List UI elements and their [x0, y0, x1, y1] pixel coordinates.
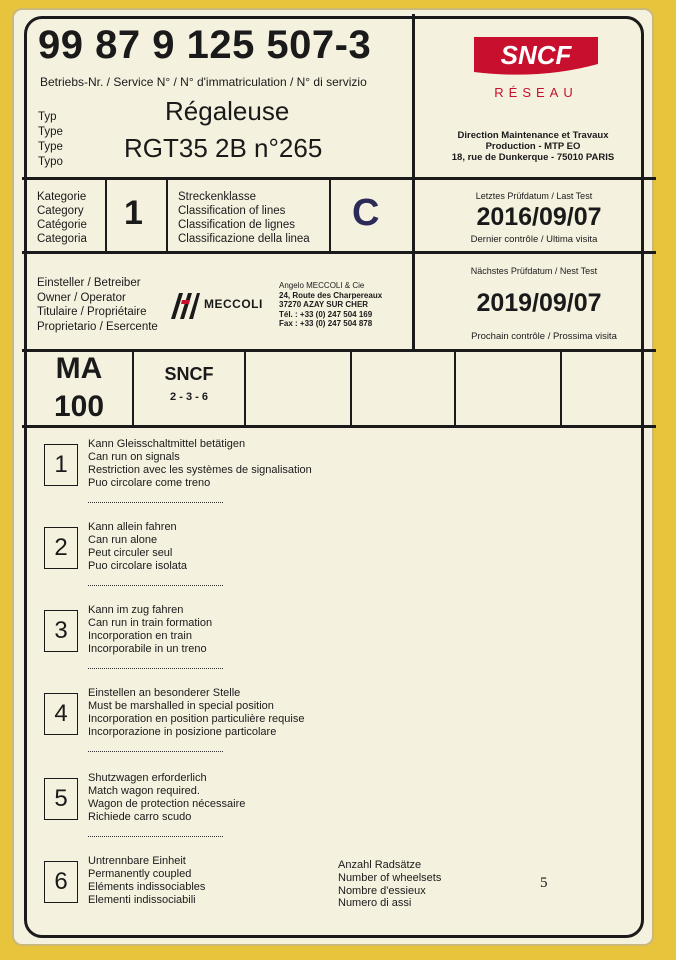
divider-vertical-main [412, 14, 415, 350]
line-class-labels: Streckenklasse Classification of lines Classification de lignes Classificazione della linea [178, 191, 310, 245]
sncf-cell-code: 2 - 3 - 6 [170, 391, 208, 403]
meccoli-wordmark: MECCOLI [204, 297, 263, 311]
ma-value: 100 [53, 390, 105, 423]
rule-number-box: 4 [44, 693, 78, 735]
type-name: Régaleuse [165, 96, 290, 126]
divider-cell-4 [560, 352, 562, 426]
next-test-date: 2019/09/07 [476, 289, 602, 317]
rule-text: Kann im zug fahren Can run in train formation Incorporation en train Incorporabile in un treno [88, 604, 213, 655]
direction-address: Direction Maintenance et Travaux Production - MTP EO 18, rue de Dunkerque - 75010 PARIS [451, 130, 615, 163]
rule-text: Kann Gleisschaltmittel betätigen Can run on signals Restriction avec les systèmes de signalisation Puo circolare come treno [88, 438, 312, 489]
rule-text: Kann allein fahren Can run alone Peut circuler seul Puo circolare isolata [88, 521, 188, 572]
last-test-label: Letztes Prüfdatum / Last Test [475, 191, 593, 201]
next-test-caption: Prochain contrôle / Prossima visita [471, 331, 617, 342]
category-value: 1 [124, 194, 143, 232]
sncf-reseau-logo [470, 34, 602, 100]
divider-cell-1 [244, 352, 246, 426]
ma-label: MA [55, 352, 103, 385]
rule-number-box: 3 [44, 610, 78, 652]
category-labels: Kategorie Category Catégorie Categoria [37, 191, 87, 245]
rule-dotted-line [88, 751, 223, 752]
rule-text: Untrennbare Einheit Permanently coupled Eléments indissociables Elementi indissociabili [88, 855, 206, 906]
rule-text: Shutzwagen erforderlich Match wagon required. Wagon de protection nécessaire Richiede carro scudo [88, 772, 246, 823]
divider-category [105, 179, 107, 252]
service-number-caption: Betriebs-Nr. / Service N° / N° d'immatriculation / N° di servizio [40, 75, 367, 89]
divider-category-value [166, 179, 168, 252]
rule-dotted-line [88, 502, 223, 503]
owner-labels: Einsteller / Betreiber Owner / Operator Titulaire / Propriétaire Proprietario / Esercente [37, 277, 158, 333]
rule-dotted-line [88, 668, 223, 669]
divider-line-class [329, 179, 331, 252]
next-test-label: Nächstes Prüfdatum / Nest Test [470, 266, 598, 276]
svg-text:SNCF: SNCF [500, 40, 572, 70]
owner-address: Angelo MECCOLI & Cie 24, Route des Charpereaux 37270 AZAY SUR CHER Tél. : +33 (0) 247 504 169 Fax : +33 (0) 247 504 878 [279, 281, 383, 329]
rule-dotted-line [88, 585, 223, 586]
type-labels: Typ Type Type Typo [38, 111, 63, 168]
divider-cell-2 [350, 352, 352, 426]
service-number: 99 87 9 125 507-3 [38, 23, 372, 67]
wheelsets-labels: Anzahl Radsätze Number of wheelsets Nombre d'essieux Numero di assi [338, 859, 442, 910]
rule-dotted-line [88, 836, 223, 837]
wheelsets-value: 5 [540, 875, 548, 891]
line-class-value: C [352, 192, 380, 234]
meccoli-logo-icon [170, 292, 200, 320]
sncf-cell-title: SNCF [164, 364, 214, 384]
last-test-caption: Dernier contrôle / Ultima visita [470, 234, 598, 245]
sncf-logo-icon [470, 34, 602, 100]
rule-number-box: 5 [44, 778, 78, 820]
rule-text: Einstellen an besonderer Stelle Must be marshalled in special position Incorporation en position particulière requise Incorporazione in posizione particolare [88, 687, 305, 738]
rule-number-box: 6 [44, 861, 78, 903]
divider-horizontal-2 [22, 251, 656, 254]
rule-number-box: 2 [44, 527, 78, 569]
last-test-date: 2016/09/07 [476, 203, 602, 231]
divider-horizontal-1 [22, 177, 656, 180]
svg-text:RÉSEAU: RÉSEAU [494, 85, 578, 100]
divider-cell-3 [454, 352, 456, 426]
rule-number-box: 1 [44, 444, 78, 486]
type-model: RGT35 2B n°265 [124, 133, 323, 163]
